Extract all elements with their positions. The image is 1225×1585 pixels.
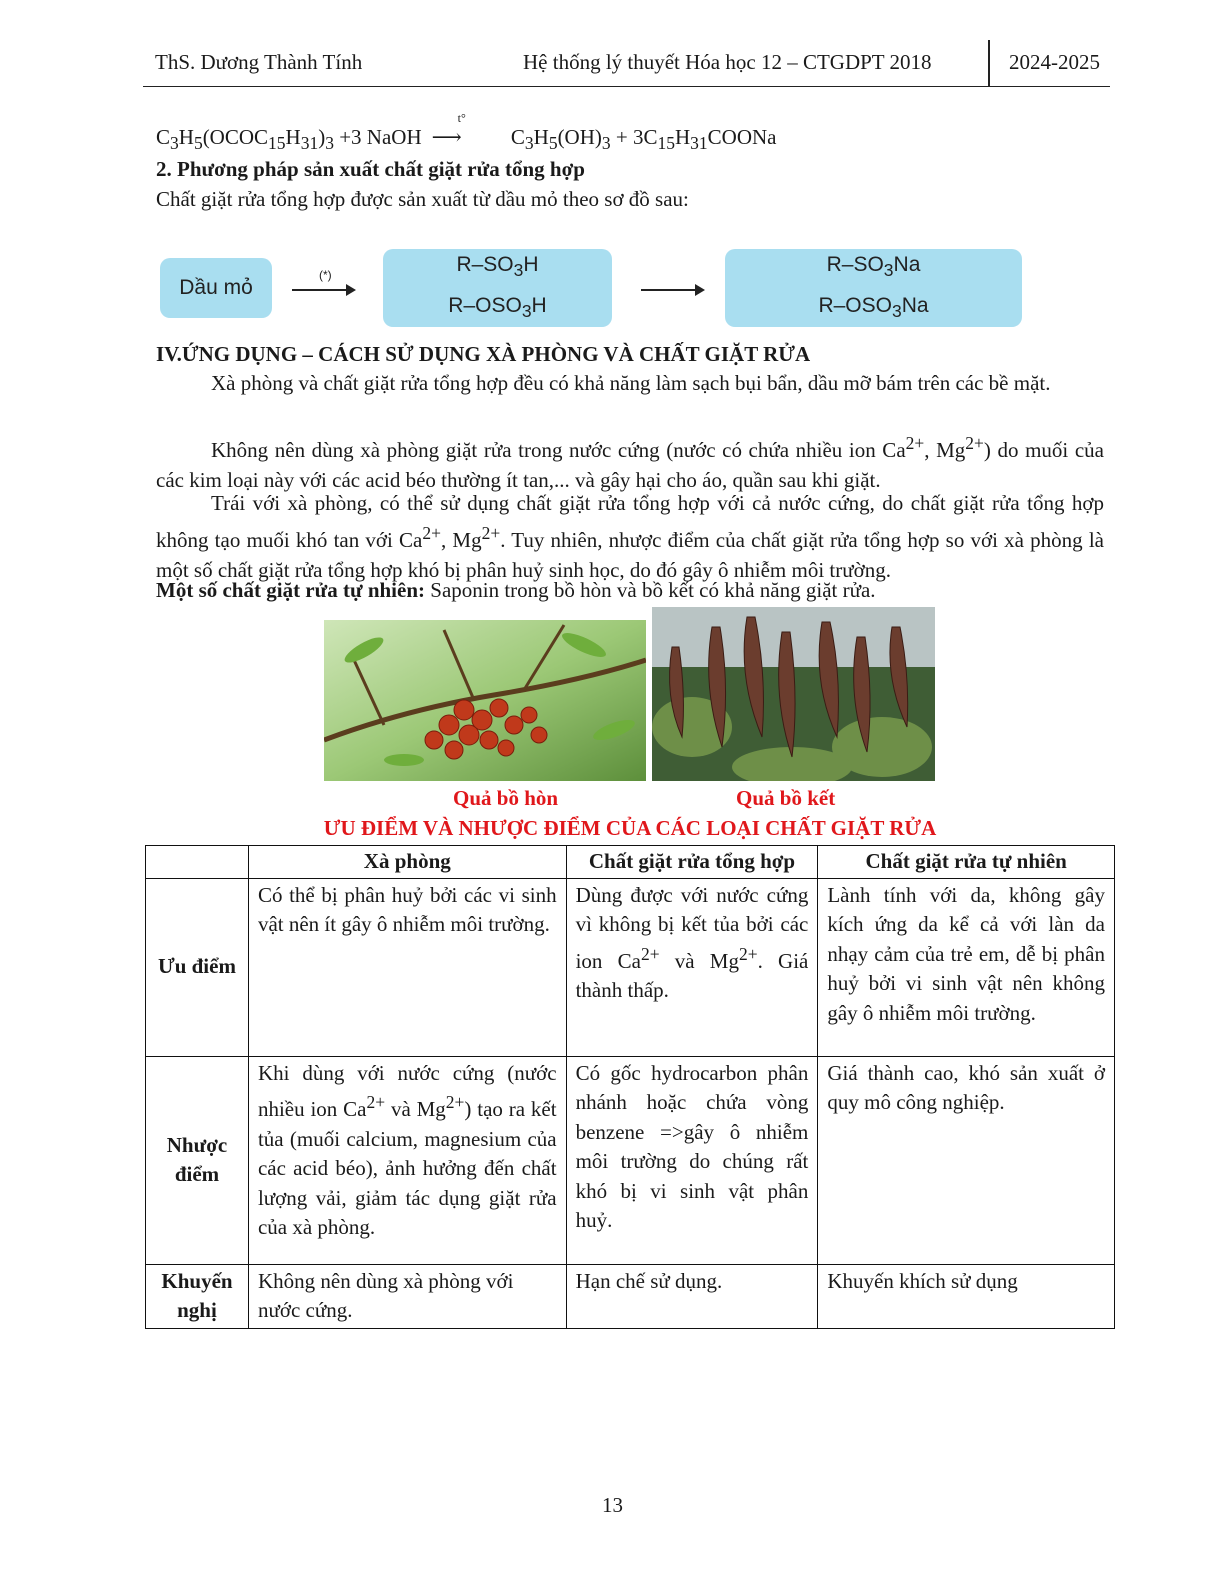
diagram-arrow-label: (*) (319, 268, 332, 282)
paragraph-2: Không nên dùng xà phòng giặt rửa trong nước cứng (nước có chứa nhiều ion $Ca^{2+}$, $Mg^{2+}$) do muối của các kim loại này với các acid béo thường ít tan,... và gây hại cho áo, quần sau khi giặt. (156, 433, 1104, 492)
diagram-arrow-1 (292, 289, 354, 291)
equation-product: + 3C (615, 125, 658, 149)
table-cell: Khuyến khích sử dụng (818, 1264, 1115, 1328)
equation-product-tail: COONa (707, 125, 777, 149)
table-cell: Giá thành cao, khó sản xuất ở quy mô công nghiệp. (818, 1056, 1115, 1264)
section-2-intro: Chất giặt rửa tổng hợp được sản xuất từ dầu mỏ theo sơ đồ sau: (156, 187, 689, 211)
header-year: 2024-2025 (1009, 50, 1100, 74)
row-label-advantages: Ưu điểm (146, 878, 249, 1056)
diagram-end-2: $R-OSO_3Na$ (818, 294, 929, 322)
honey-locust-caption: Quả bồ kết (736, 786, 836, 810)
diagram-mid-1: $R-SO_3H$ (456, 252, 539, 280)
row-label-disadvantages: Nhược điểm (146, 1056, 249, 1264)
diagram-arrow-2 (641, 289, 703, 291)
table-cell: Dùng được với nước cứng vì không bị kết tủa bởi các ion $Ca^{2+}$ và $Mg^{2+}$. Giá thành thấp. (566, 878, 818, 1056)
natural-label: Một số chất giặt rửa tự nhiên: (156, 578, 426, 602)
diagram-box-crude-oil (160, 258, 272, 318)
comparison-table (145, 845, 1115, 1329)
section-4-title: IV.ỨNG DỤNG – CÁCH SỬ DỤNG XÀ PHÒNG VÀ CHẤT GIẶT RỬA (156, 342, 811, 366)
diagram-mid-2: $R-OSO_3H$ (448, 294, 547, 322)
table-cell: Khi dùng với nước cứng (nước nhiều ion $Ca^{2+}$ và $Mg^{2+}$) tạo ra kết tủa (muối calcium, magnesium của các acid béo), ảnh hưởng đến chất lượng vải, giảm tác dụng giặt rửa của xà phòng. (248, 1056, 566, 1264)
section-2-title: 2. Phương pháp sản xuất chất giặt rửa tổng hợp (156, 157, 585, 181)
natural-detergents (156, 578, 876, 603)
header-author: ThS. Dương Thành Tính (155, 50, 363, 74)
natural-text: Saponin trong bồ hòn và bồ kết có khả năng giặt rửa. (430, 578, 876, 602)
honey-locust-photo (652, 607, 935, 781)
reaction-condition: t° (457, 111, 466, 125)
table-header-row (146, 846, 1115, 879)
header-cell-empty (146, 846, 249, 879)
soapberry-caption: Quả bồ hòn (453, 786, 559, 810)
table-cell: Có gốc hydrocarbon phân nhánh hoặc chứa vòng benzene =>gây ô nhiễm môi trường do chúng rất khó bị vi sinh vật phân huỷ. (566, 1056, 818, 1264)
paragraph-1: Xà phòng và chất giặt rửa tổng hợp đều có khả năng làm sạch bụi bẩn, dầu mỡ bám trên các bề mặt. (211, 371, 1051, 395)
paragraph-3: Trái với xà phòng, có thể sử dụng chất giặt rửa tổng hợp với cả nước cứng, do chất giặt rửa tổng hợp không tạo muối khó tan với $Ca^{2+}$, $Mg^{2+}$. Tuy nhiên, nhược điểm của chất giặt rửa tổng hợp so với xà phòng là một số chất giặt rửa tổng hợp khó bị phân huỷ sinh học, do đó gây ô nhiễm môi trường. (156, 491, 1104, 582)
diagram-box-acids (383, 249, 612, 327)
diagram-start-label: Dầu mỏ (179, 276, 253, 299)
table-row (146, 1264, 1115, 1328)
saponification-equation: $C_3H_5(OCOC_{15}H_{31})_3 +3$ NaOH t° ⟶ $C_3H_5(OH)_3$ + $3C_{15}H_{31}COONa$ (156, 111, 777, 154)
soapberry-photo (324, 620, 646, 781)
row-label-recommendation: Khuyến nghị (146, 1264, 249, 1328)
header-cell-synthetic: Chất giặt rửa tổng hợp (566, 846, 818, 879)
header-title: Hệ thống lý thuyết Hóa học 12 – CTGDPT 2018 (523, 50, 932, 74)
reaction-arrow: t° ⟶ (431, 111, 466, 149)
page-number: 13 (602, 1493, 623, 1517)
equation-reagent: +3 NaOH (339, 125, 422, 149)
page-header (143, 40, 1110, 87)
table-cell: Lành tính với da, không gây kích ứng da kể cả với làn da nhạy cảm của trẻ em, dễ bị phân huỷ bởi vi sinh vật nên không gây ô nhiễm môi trường. (818, 878, 1115, 1056)
diagram-box-salts (725, 249, 1022, 327)
header-cell-soap: Xà phòng (248, 846, 566, 879)
diagram-end-1: $R-SO_3Na$ (826, 252, 921, 280)
table-title: ƯU ĐIỂM VÀ NHƯỢC ĐIỂM CỦA CÁC LOẠI CHẤT GIẶT RỬA (323, 816, 937, 840)
table-cell: Hạn chế sử dụng. (566, 1264, 818, 1328)
header-cell-natural: Chất giặt rửa tự nhiên (818, 846, 1115, 879)
table-row (146, 1056, 1115, 1264)
table-cell: Có thể bị phân huỷ bởi các vi sinh vật nên ít gây ô nhiễm môi trường. (248, 878, 566, 1056)
table-row (146, 878, 1115, 1056)
header-divider (988, 40, 990, 86)
table-cell: Không nên dùng xà phòng với nước cứng. (248, 1264, 566, 1328)
